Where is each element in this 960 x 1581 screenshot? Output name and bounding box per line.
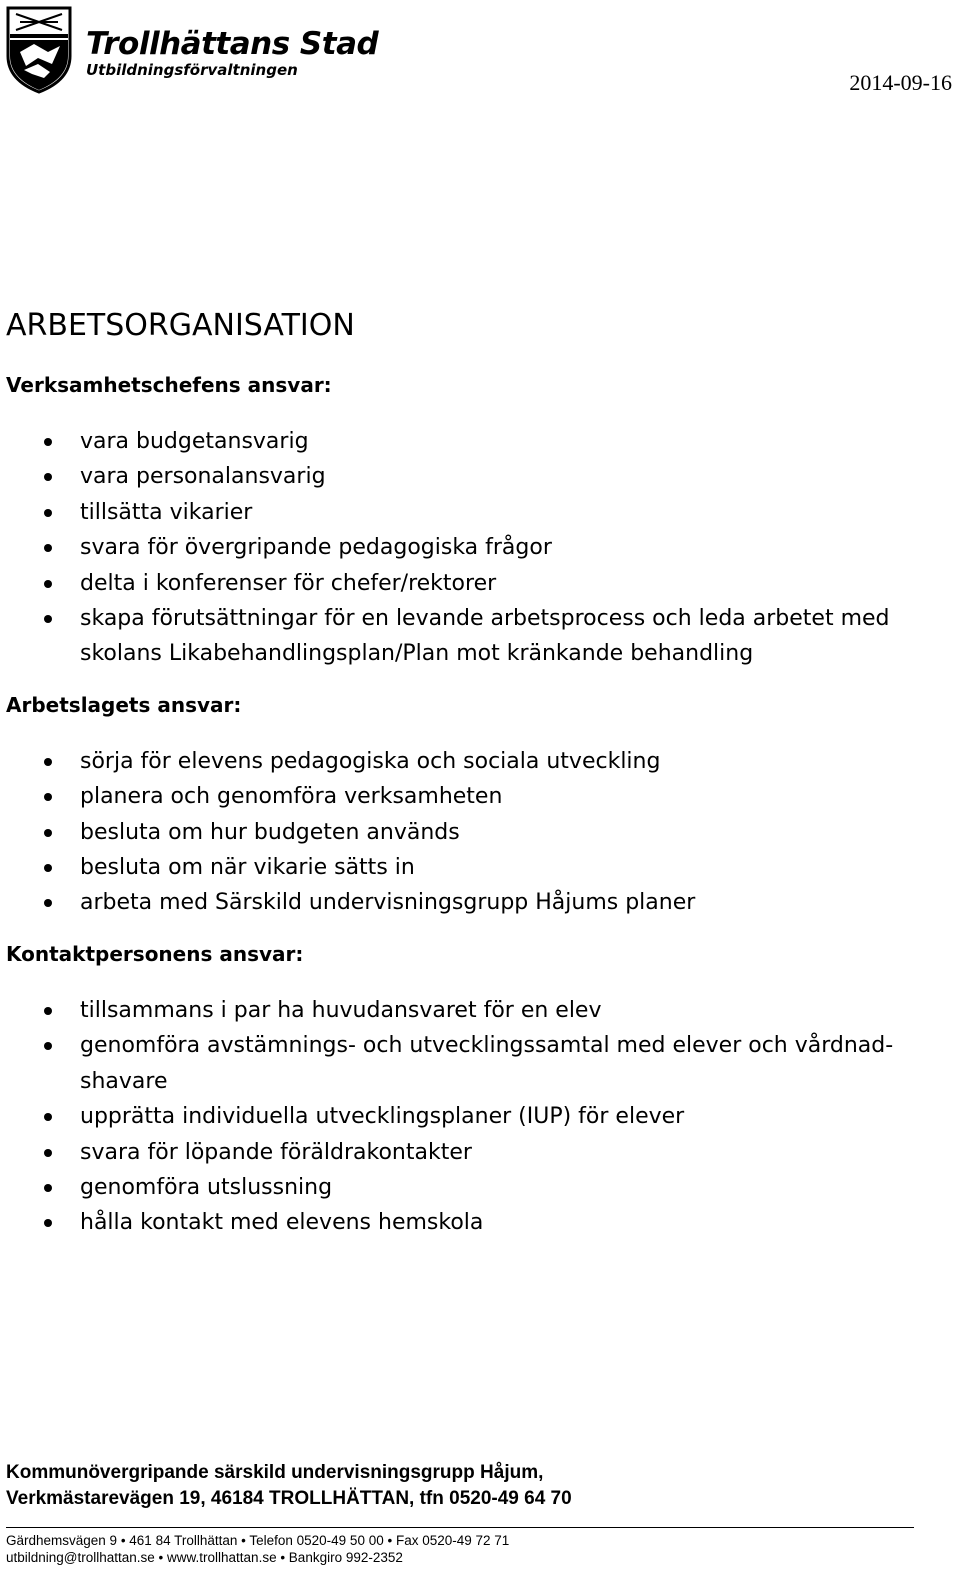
section-heading: Arbetslagets ansvar: xyxy=(6,692,242,717)
list-item: tillsammans i par ha huvudansvaret för en elev xyxy=(6,993,956,1028)
footer-divider xyxy=(6,1527,914,1528)
contact-line: Kommunövergripande särskild undervisningsgrupp Håjum, xyxy=(6,1462,544,1483)
list-item: besluta om när vikarie sätts in xyxy=(6,850,956,885)
bullet-icon xyxy=(44,1042,52,1050)
list-item: sörja för elevens pedagogiska och sociala utveckling xyxy=(6,744,956,779)
list-item: besluta om hur budgeten används xyxy=(6,815,956,850)
list-item: upprätta individuella utvecklingsplaner (IUP) för elever xyxy=(6,1099,956,1134)
document-date: 2014-09-16 xyxy=(849,70,952,95)
bullet-icon xyxy=(44,793,52,801)
section-kontaktperson xyxy=(6,939,956,1241)
section-heading: Kontaktpersonens ansvar: xyxy=(6,941,304,966)
bullet-icon xyxy=(44,1184,52,1192)
list-item: arbeta med Särskild undervisningsgrupp Håjums planer xyxy=(6,885,956,920)
bullet-icon xyxy=(44,544,52,552)
list-item: genomföra utslussning xyxy=(6,1170,956,1205)
list-item: vara personalansvarig xyxy=(6,459,956,494)
bullet-icon xyxy=(44,758,52,766)
bullet-icon xyxy=(44,1007,52,1015)
bullet-icon xyxy=(44,438,52,446)
list-item: svara för övergripande pedagogiska frågor xyxy=(6,530,956,565)
document-title: ARBETSORGANISATION xyxy=(6,308,355,343)
footer xyxy=(6,1532,509,1566)
list-item: skapa förutsättningar för en levande arbetsprocess och leda arbetet med xyxy=(6,601,956,636)
logo xyxy=(4,4,378,94)
list-item: hålla kontakt med elevens hemskola xyxy=(6,1205,956,1240)
bullet-icon xyxy=(44,473,52,481)
bullet-list xyxy=(6,993,956,1241)
bullet-list xyxy=(6,744,956,921)
list-item-continuation: shavare xyxy=(80,1068,168,1094)
bullet-icon xyxy=(44,509,52,517)
org-name: Trollhättans Stad xyxy=(86,26,379,62)
list-item: tillsätta vikarier xyxy=(6,495,956,530)
footer-address: Gärdhemsvägen 9 • 461 84 Trollhättan • Telefon 0520-49 50 00 • Fax 0520-49 72 71 xyxy=(6,1533,510,1548)
contact-block xyxy=(6,1460,572,1512)
list-item: vara budgetansvarig xyxy=(6,424,956,459)
document-body xyxy=(6,300,956,1241)
list-item-continuation: skolans Likabehandlingsplan/Plan mot kränkande behandling xyxy=(80,641,754,667)
brand xyxy=(86,28,378,80)
bullet-icon xyxy=(44,580,52,588)
section-heading: Verksamhetschefens ansvar: xyxy=(6,373,332,397)
bullet-icon xyxy=(44,829,52,837)
bullet-icon xyxy=(44,1113,52,1121)
section-verksamhetschef xyxy=(6,370,956,672)
department-name: Utbildningsförvaltningen xyxy=(86,61,298,79)
list-item: planera och genomföra verksamheten xyxy=(6,779,956,814)
section-arbetslag xyxy=(6,690,956,921)
contact-line: Verkmästarevägen 19, 46184 TROLLHÄTTAN, tfn 0520-49 64 70 xyxy=(6,1488,572,1509)
footer-contact: utbildning@trollhattan.se • www.trollhattan.se • Bankgiro 992-2352 xyxy=(6,1550,403,1565)
bullet-icon xyxy=(44,899,52,907)
city-crest-icon xyxy=(4,4,74,94)
bullet-icon xyxy=(44,1219,52,1227)
bullet-list xyxy=(6,424,956,672)
bullet-icon xyxy=(44,864,52,872)
list-item: genomföra avstämnings- och utvecklingssamtal med elever och vårdnad- xyxy=(6,1028,956,1063)
bullet-icon xyxy=(44,1149,52,1157)
bullet-icon xyxy=(44,615,52,623)
list-item: delta i konferenser för chefer/rektorer xyxy=(6,566,956,601)
list-item: svara för löpande föräldrakontakter xyxy=(6,1135,956,1170)
